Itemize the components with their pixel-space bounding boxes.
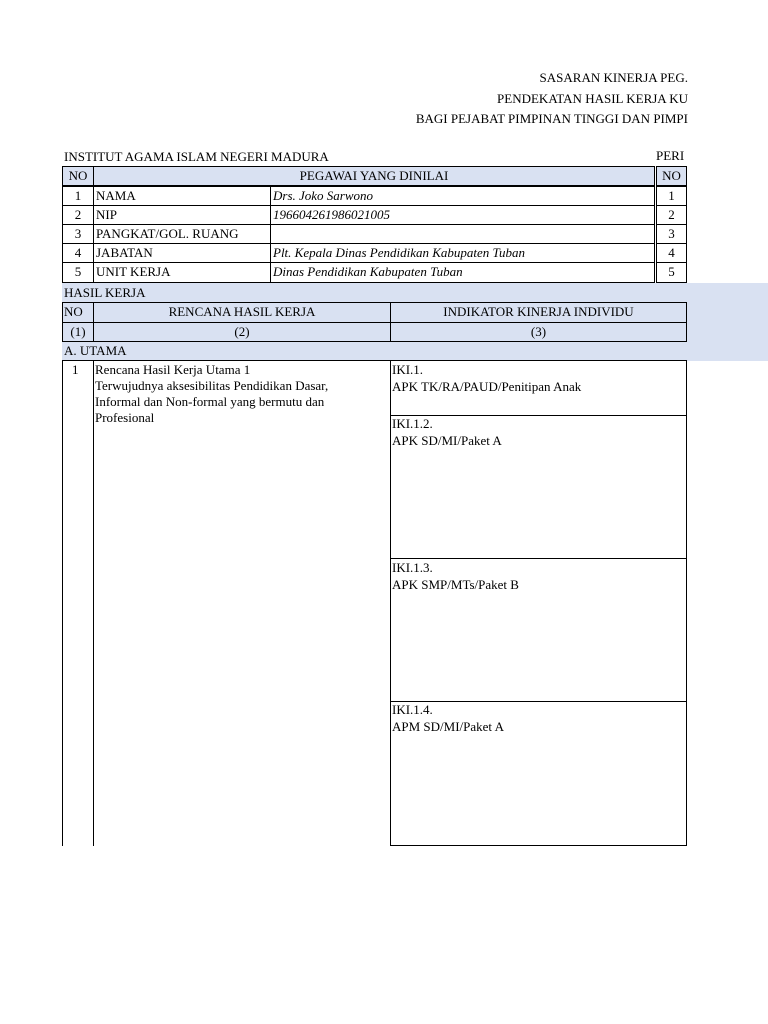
rencana-line: Terwujudnya aksesibilitas Pendidikan Dasar, — [95, 378, 329, 393]
pegawai-title: PEGAWAI YANG DINILAI — [93, 166, 655, 186]
pegawai-row-no: 4 — [62, 243, 94, 263]
rencana-line: Informal dan Non-formal yang bermutu dan — [95, 394, 325, 409]
indikator-box — [390, 558, 687, 702]
pegawai-row-no: 1 — [62, 186, 94, 206]
hasil-num-1: (1) — [62, 322, 94, 342]
indikator-box — [390, 415, 687, 559]
pegawai-no-header: NO — [62, 166, 94, 186]
pegawai-row-right-no: 5 — [656, 262, 687, 283]
pegawai-row-label: NAMA — [93, 186, 271, 206]
indikator-code: IKI.1.2. — [392, 416, 433, 431]
rencana-line: Profesional — [95, 410, 155, 425]
pegawai-row-value: 196604261986021005 — [270, 205, 655, 225]
pegawai-no-header-right: NO — [656, 166, 687, 186]
pegawai-row-value: Drs. Joko Sarwono — [270, 186, 655, 206]
indikator-code: IKI.1.3. — [392, 560, 433, 575]
pegawai-row-right-no: 3 — [656, 224, 687, 244]
utama-label: A. UTAMA — [64, 343, 127, 358]
indikator-box — [390, 360, 687, 416]
pegawai-row-right-no: 2 — [656, 205, 687, 225]
pegawai-row-value — [270, 224, 655, 244]
utama-item-no: 1 — [72, 362, 79, 377]
doc-title-line2: PENDEKATAN HASIL KERJA KU — [497, 91, 688, 106]
pegawai-row-no: 5 — [62, 262, 94, 283]
period-label: PERI — [656, 148, 685, 163]
hasil-kerja-label: HASIL KERJA — [64, 285, 146, 300]
pegawai-row-no: 3 — [62, 224, 94, 244]
utama-no-divider — [93, 360, 94, 846]
indikator-box — [390, 701, 687, 846]
pegawai-row-no: 2 — [62, 205, 94, 225]
doc-title-line1: SASARAN KINERJA PEG. — [539, 70, 688, 85]
indikator-code: IKI.1.4. — [392, 702, 433, 717]
indikator-text: APK TK/RA/PAUD/Penitipan Anak — [392, 379, 582, 394]
pegawai-row-right-no: 4 — [656, 243, 687, 263]
hasil-col-indikator: INDIKATOR KINERJA INDIVIDU — [390, 302, 687, 323]
hasil-col-no: NO — [62, 302, 94, 323]
indikator-text: APK SMP/MTs/Paket B — [392, 577, 519, 592]
utama-left-border — [62, 360, 63, 846]
rencana-line: Rencana Hasil Kerja Utama 1 — [95, 362, 251, 377]
doc-title-line3: BAGI PEJABAT PIMPINAN TINGGI DAN PIMPI — [415, 111, 688, 126]
pegawai-row-label: NIP — [93, 205, 271, 225]
pegawai-row-value: Plt. Kepala Dinas Pendidikan Kabupaten Tuban — [270, 243, 655, 263]
indikator-code: IKI.1. — [392, 362, 424, 377]
hasil-num-3: (3) — [390, 322, 687, 342]
pegawai-row-value: Dinas Pendidikan Kabupaten Tuban — [270, 262, 655, 283]
indikator-text: APK SD/MI/Paket A — [392, 433, 502, 448]
institution-name: INSTITUT AGAMA ISLAM NEGERI MADURA — [64, 149, 329, 164]
pegawai-row-label: JABATAN — [93, 243, 271, 263]
pegawai-row-right-no: 1 — [656, 186, 687, 206]
hasil-num-2: (2) — [93, 322, 391, 342]
indikator-text: APM SD/MI/Paket A — [392, 719, 504, 734]
hasil-col-rencana: RENCANA HASIL KERJA — [93, 302, 391, 323]
pegawai-row-label: UNIT KERJA — [93, 262, 271, 283]
pegawai-row-label: PANGKAT/GOL. RUANG — [93, 224, 271, 244]
